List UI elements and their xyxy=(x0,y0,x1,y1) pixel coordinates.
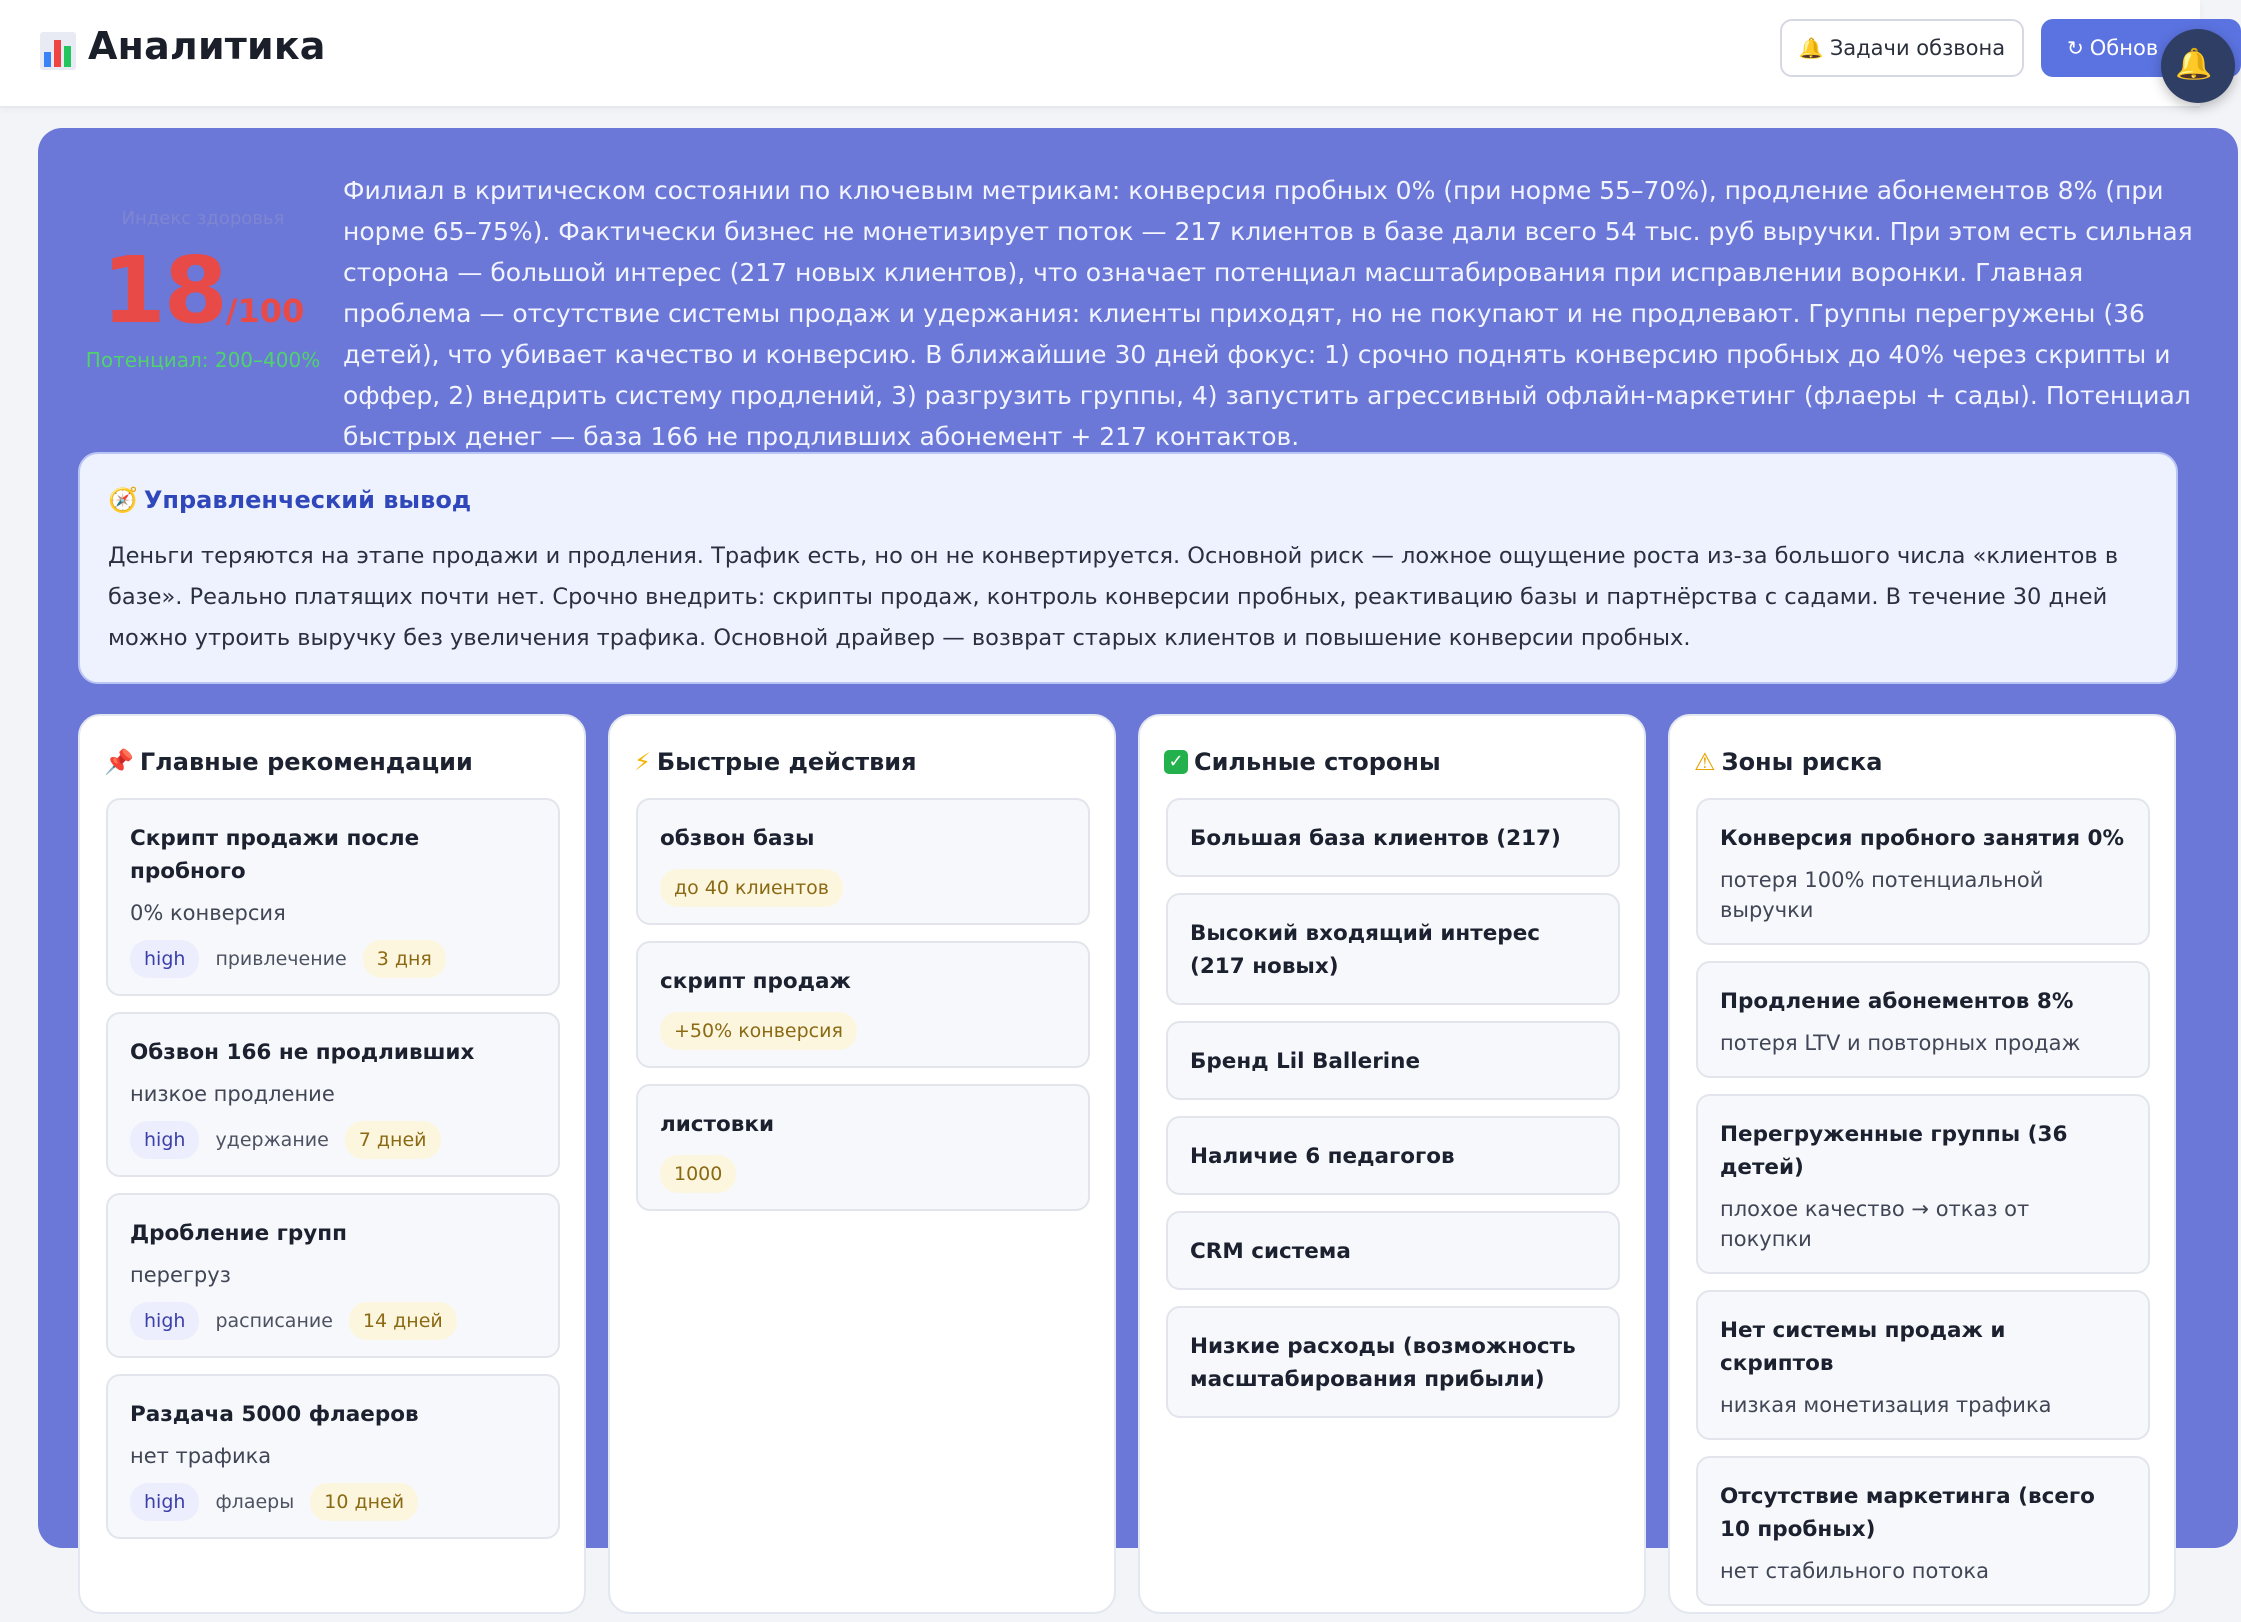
management-conclusion-heading: Управленческий вывод xyxy=(143,486,472,514)
health-score xyxy=(78,208,328,372)
health-score-number: 18 xyxy=(101,237,226,344)
management-conclusion-title xyxy=(108,486,471,514)
health-summary: Филиал в критическом состоянии по ключевым метрикам: конверсия пробных 0% (при норме 55–70%), продление абонементов 8% (при норме 65–75%). Фактически бизнес не монетизирует поток — 217 клиентов в базе дали всего 54 тыс. руб выручки. При этом есть сильная сторона — большой интерес (217 новых клиентов), что означает потенциал масштабирования при исправлении воронки. Главная проблема — отсутствие системы продаж и удержания: клиенты приходят, но не покупают и не продлевают. Группы перегружены (36 детей), что убивает качество и конверсию. В ближайшие 30 дней фокус: 1) срочно поднять конверсию пробных до 40% через скрипты и оффер, 2) внедрить систему продлений, 3) разгрузить группы, 4) запустить агрессивный офлайн-маркетинг (флаеры + сады). Потенциал быстрых денег — база 166 не продливших абонемент + 217 контактов. xyxy=(343,176,2193,451)
priority-badge: high xyxy=(130,940,199,978)
recommendation-title: Раздача 5000 флаеров xyxy=(130,1402,419,1427)
risk-title: Продление абонементов 8% xyxy=(1720,989,2074,1014)
strength-text: Низкие расходы (возможность масштабирования прибыли) xyxy=(1190,1334,1576,1392)
quick-action-title: скрипт продаж xyxy=(660,969,851,994)
health-score-value xyxy=(78,237,328,344)
recommendation-title: Дробление групп xyxy=(130,1221,347,1246)
strength-card xyxy=(1166,1116,1620,1195)
lightning-icon: ⚡ xyxy=(634,748,651,776)
recommendation-tags xyxy=(130,1483,536,1537)
recommendation-card[interactable] xyxy=(106,1012,560,1177)
risks-list xyxy=(1696,798,2150,1622)
risk-title: Перегруженные группы (36 детей) xyxy=(1720,1122,2068,1180)
quick-actions-list xyxy=(636,798,1090,1227)
quick-action-effect-badge: 1000 xyxy=(660,1155,736,1193)
quick-actions-column xyxy=(608,714,1116,1614)
strengths-column xyxy=(1138,714,1646,1614)
call-tasks-label: Задачи обзвона xyxy=(1829,36,2006,60)
strength-text: CRM система xyxy=(1190,1239,1351,1264)
quick-action-title: листовки xyxy=(660,1112,775,1137)
recommendation-reason: нет трафика xyxy=(130,1444,272,1468)
management-conclusion-card xyxy=(78,452,2178,684)
bar-chart-icon xyxy=(40,30,76,70)
risk-card xyxy=(1696,1094,2150,1274)
growth-potential: Потенциал: 200–400% xyxy=(85,348,321,372)
area-badge: флаеры xyxy=(215,1491,295,1513)
page-title: Аналитика xyxy=(88,24,326,68)
quick-actions-title xyxy=(634,748,917,776)
strengths-heading: Сильные стороны xyxy=(1194,748,1441,776)
recommendation-title: Обзвон 166 не продливших xyxy=(130,1040,475,1065)
recommendation-reason: низкое продление xyxy=(130,1082,335,1106)
quick-action-title: обзвон базы xyxy=(660,826,815,851)
notifications-fab[interactable] xyxy=(2161,29,2235,103)
recommendations-title xyxy=(104,748,473,776)
risk-impact: нет стабильного потока xyxy=(1720,1559,1989,1583)
quick-action-card[interactable] xyxy=(636,941,1090,1068)
management-conclusion-text: Деньги теряются на этапе продажи и продления. Трафик есть, но он не конвертируется. Основной риск — ложное ощущение роста из-за большого числа «клиентов в базе». Реально платящих почти нет. Срочно внедрить: скрипты продаж, контроль конверсии пробных, реактивацию базы и партнёрства с садами. В течение 30 дней можно утроить выручку без увеличения трафика. Основной драйвер — возврат старых клиентов и повышение конверсии пробных. xyxy=(108,543,2119,651)
recommendation-card[interactable] xyxy=(106,1374,560,1539)
deadline-badge: 14 дней xyxy=(349,1302,457,1340)
priority-badge: high xyxy=(130,1121,199,1159)
strength-card xyxy=(1166,1211,1620,1290)
strength-text: Большая база клиентов (217) xyxy=(1190,826,1561,851)
risk-card xyxy=(1696,1290,2150,1440)
strength-card xyxy=(1166,798,1620,877)
risk-impact: низкая монетизация трафика xyxy=(1720,1393,2052,1417)
risk-card xyxy=(1696,961,2150,1078)
recommendation-tags xyxy=(130,940,536,994)
risk-impact: потеря LTV и повторных продаж xyxy=(1720,1031,2081,1055)
strengths-title xyxy=(1164,748,1441,776)
risks-column xyxy=(1668,714,2176,1614)
health-score-label: Индекс здоровья xyxy=(121,208,285,229)
quick-actions-heading: Быстрые действия xyxy=(656,748,917,776)
risk-impact: потеря 100% потенциальной выручки xyxy=(1720,868,2044,922)
check-icon: ✓ xyxy=(1164,750,1188,774)
recommendations-list xyxy=(106,798,560,1555)
health-score-max: /100 xyxy=(225,292,305,330)
bell-icon: 🔔 xyxy=(2175,47,2213,82)
strength-text: Наличие 6 педагогов xyxy=(1190,1144,1455,1169)
deadline-badge: 3 дня xyxy=(363,940,446,978)
recommendation-card[interactable] xyxy=(106,1193,560,1358)
priority-badge: high xyxy=(130,1302,199,1340)
quick-action-effect-badge: до 40 клиентов xyxy=(660,869,843,907)
area-badge: расписание xyxy=(215,1310,333,1332)
strength-card xyxy=(1166,1021,1620,1100)
strength-text: Бренд Lil Ballerine xyxy=(1190,1049,1421,1074)
quick-action-effect-badge: +50% конверсия xyxy=(660,1012,857,1050)
refresh-label: Обнов xyxy=(2089,36,2159,60)
quick-action-card[interactable] xyxy=(636,798,1090,925)
area-badge: привлечение xyxy=(215,948,347,970)
recommendation-tags xyxy=(130,1302,536,1356)
pushpin-icon: 📌 xyxy=(104,748,134,776)
strength-card xyxy=(1166,1306,1620,1418)
risk-title: Отсутствие маркетинга (всего 10 пробных) xyxy=(1720,1484,2095,1542)
warning-icon: ⚠ xyxy=(1694,748,1716,776)
analytics-panel xyxy=(38,128,2238,1583)
area-badge: удержание xyxy=(215,1129,329,1151)
recommendations-column xyxy=(78,714,586,1614)
risks-heading: Зоны риска xyxy=(1721,748,1883,776)
refresh-icon: ↻ xyxy=(2067,36,2084,60)
recommendation-reason: перегруз xyxy=(130,1263,231,1287)
recommendation-tags xyxy=(130,1121,536,1175)
risks-title xyxy=(1694,748,1882,776)
call-tasks-button[interactable] xyxy=(1780,19,2024,77)
quick-action-card[interactable] xyxy=(636,1084,1090,1211)
deadline-badge: 10 дней xyxy=(310,1483,418,1521)
risk-title: Нет системы продаж и скриптов xyxy=(1720,1318,2006,1376)
recommendation-title: Скрипт продажи после пробного xyxy=(130,826,420,884)
compass-icon: 🧭 xyxy=(108,486,138,514)
risk-impact: плохое качество → отказ от покупки xyxy=(1720,1197,2030,1251)
recommendation-card[interactable] xyxy=(106,798,560,996)
strengths-list xyxy=(1166,798,1620,1434)
priority-badge: high xyxy=(130,1483,199,1521)
deadline-badge: 7 дней xyxy=(345,1121,441,1159)
risk-title: Конверсия пробного занятия 0% xyxy=(1720,826,2124,851)
recommendations-heading: Главные рекомендации xyxy=(139,748,473,776)
strength-card xyxy=(1166,893,1620,1005)
bell-icon: 🔔 xyxy=(1798,36,1824,60)
top-bar xyxy=(0,0,2213,108)
strength-text: Высокий входящий интерес (217 новых) xyxy=(1190,921,1541,979)
recommendation-reason: 0% конверсия xyxy=(130,901,286,925)
risk-card xyxy=(1696,798,2150,945)
risk-card xyxy=(1696,1456,2150,1606)
